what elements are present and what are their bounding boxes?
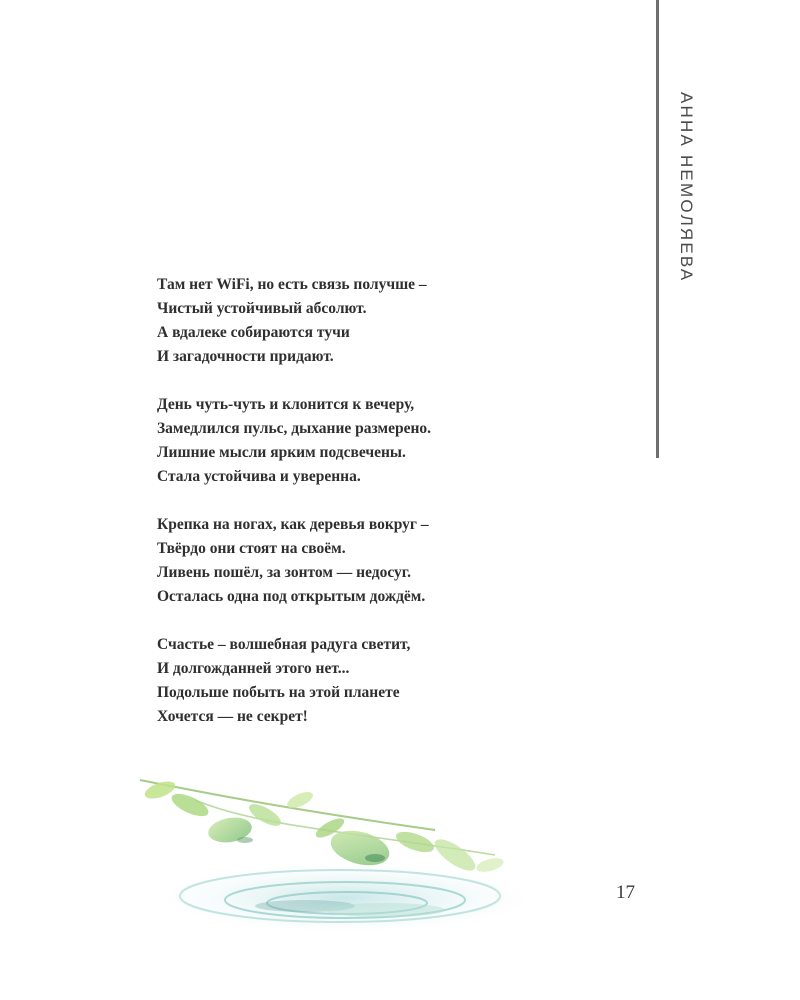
poem-line: А вдалеке собираются тучи: [157, 324, 350, 341]
stanza-2: [157, 393, 577, 489]
poem: [157, 273, 577, 753]
water-ripples: [160, 864, 530, 932]
side-divider-line: [656, 0, 659, 458]
poem-line: Твёрдо они стоят на своём.: [157, 540, 346, 557]
author-name: АННА НЕМОЛЯЕВА: [677, 92, 696, 283]
stanza-1: [157, 273, 577, 369]
poem-line: Счастье – волшебная радуга светит,: [157, 636, 411, 653]
stanza-4: [157, 633, 577, 729]
poem-line: Подольше побыть на этой планете: [157, 684, 400, 701]
poem-line: Осталась одна под открытым дождём.: [157, 588, 426, 605]
poem-line: Стала устойчива и уверенна.: [157, 468, 361, 485]
poem-line: Замедлился пульс, дыхание размерено.: [157, 420, 432, 437]
poem-line: Лишние мысли ярким подсвечены.: [157, 444, 406, 461]
poem-line: Там нет WiFi, но есть связь получше –: [157, 276, 427, 293]
poem-line: И долгожданней этого нет...: [157, 660, 350, 677]
poem-line: Ливень пошёл, за зонтом — недосуг.: [157, 564, 411, 581]
poem-line: И загадочности придают.: [157, 348, 334, 365]
stanza-3: [157, 513, 577, 609]
leaves: [140, 778, 505, 876]
poem-line: Крепка на ногах, как деревья вокруг –: [157, 516, 429, 533]
watercolor-leaves-water-illustration: [135, 770, 535, 940]
poem-line: Хочется — не секрет!: [157, 708, 308, 725]
page-number: 17: [616, 882, 635, 903]
poem-line: Чистый устойчивый абсолют.: [157, 300, 367, 317]
poem-line: День чуть-чуть и клонится к вечеру,: [157, 396, 415, 413]
